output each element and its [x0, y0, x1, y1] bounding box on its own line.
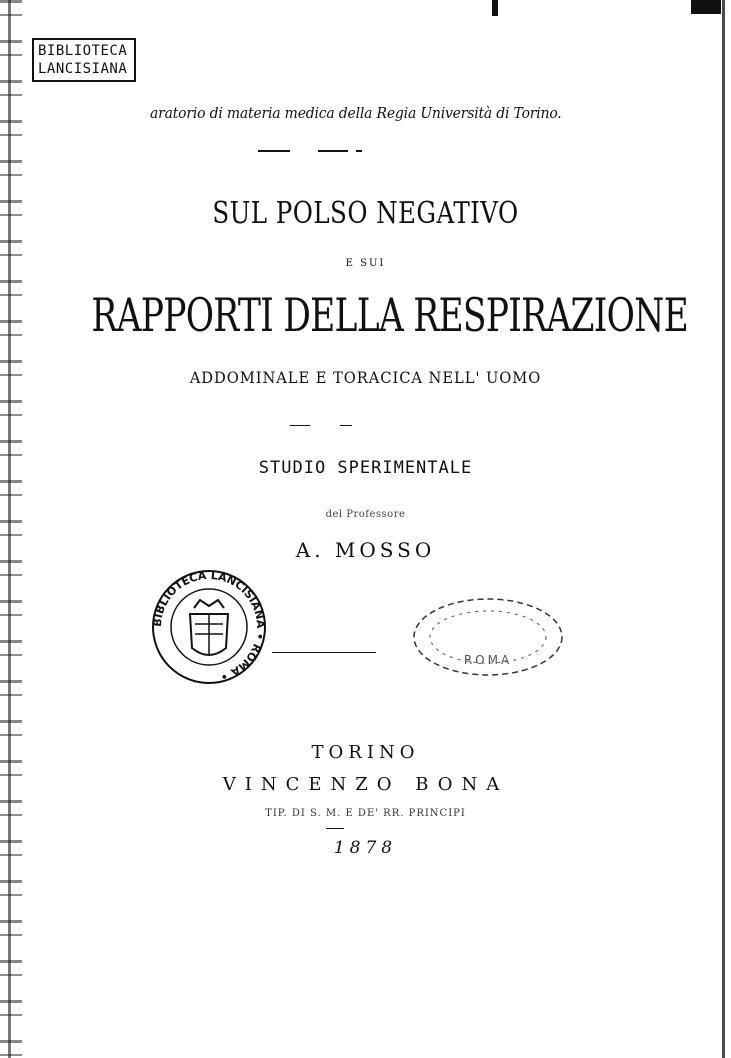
page-edge-right: [722, 0, 725, 1058]
scan-mark-top-right: [691, 0, 721, 14]
divider-rule-1: [258, 150, 290, 152]
imprint-year: 1878: [333, 838, 398, 858]
library-seal: [150, 568, 268, 686]
imprint-printer-note: TIP. DI S. M. E DE' RR. PRINCIPI: [265, 808, 466, 819]
divider-rule-4: [290, 425, 310, 426]
title-connector: E SUI: [345, 258, 386, 269]
divider-rule-6: [326, 828, 344, 829]
author: A. MOSSO: [295, 538, 436, 562]
binding-edge-left: [0, 0, 22, 1058]
imprint-city: TORINO: [311, 742, 420, 763]
seal-rule: [272, 652, 376, 653]
divider-rule-3: [356, 150, 362, 152]
title-line-3: ADDOMINALE E TORACICA NELL' UOMO: [189, 368, 542, 387]
seal-text: BIBLIOTECA LANCISIANA • ROMA •: [150, 568, 268, 684]
library-stamp-line1: BIBLIOTECA: [38, 43, 128, 59]
by-line: del Professore: [325, 509, 406, 520]
binding-edge-line: [8, 0, 11, 1058]
subtitle: STUDIO SPERIMENTALE: [258, 458, 473, 478]
divider-rule-2: [318, 150, 348, 152]
imprint-publisher: VINCENZO BONA: [222, 774, 509, 795]
laboratory-heading: aratorio di materia medica della Regia Università di Torino.: [150, 104, 562, 122]
library-stamp: [32, 38, 136, 82]
scan-mark-top: [492, 0, 498, 16]
divider-rule-5: [340, 425, 352, 426]
title-line-1: SUL POLSO NEGATIVO: [212, 196, 519, 231]
library-stamp-line2: LANCISIANA: [38, 61, 128, 77]
faded-stamp: [410, 594, 566, 680]
faded-stamp-text: ROMA: [463, 653, 513, 667]
title-line-2: RAPPORTI DELLA RESPIRAZIONE: [91, 288, 689, 342]
